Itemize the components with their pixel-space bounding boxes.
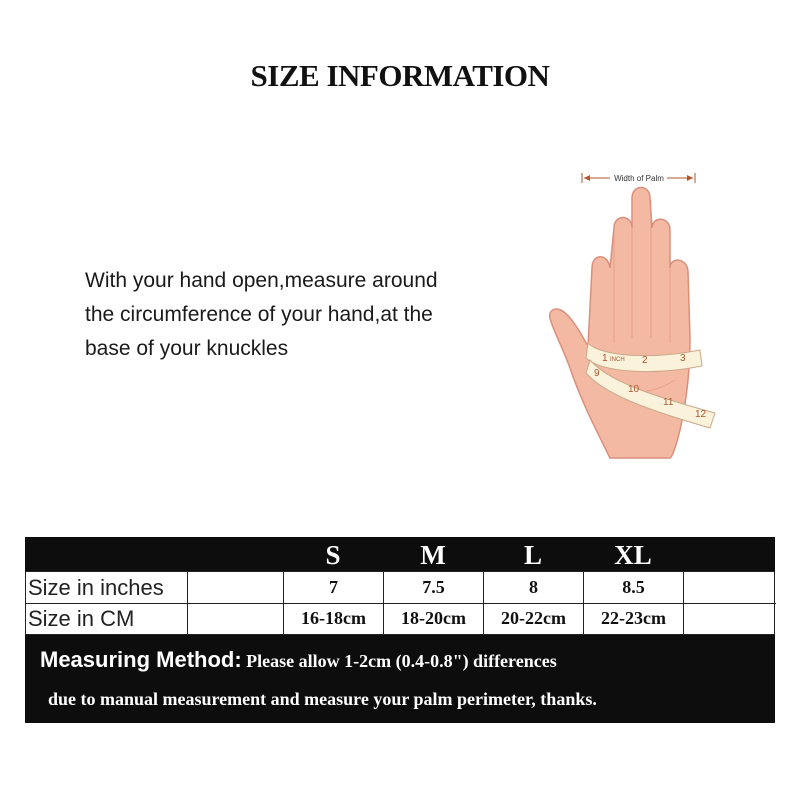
empty-cell xyxy=(188,572,284,603)
instruction-line: the circumference of your hand,at the xyxy=(85,303,433,326)
measuring-method-note xyxy=(25,635,775,723)
size-table-body xyxy=(25,571,775,635)
table-cell: 18-20cm xyxy=(384,603,484,634)
method-line-2: due to manual measurement and measure your palm perimeter, thanks. xyxy=(48,689,597,709)
tape-number: 3 xyxy=(680,353,686,364)
size-chart xyxy=(25,537,775,723)
row-label-inches: Size in inches xyxy=(26,572,188,603)
tape-number: 2 xyxy=(642,355,648,366)
method-label: Measuring Method: xyxy=(40,647,242,672)
table-cell: 20-22cm xyxy=(484,603,584,634)
row-label-cm: Size in CM xyxy=(26,603,188,634)
method-text: Please allow 1-2cm (0.4-0.8") differences xyxy=(246,651,557,671)
size-header-m: M xyxy=(420,540,446,570)
table-cell: 8.5 xyxy=(584,572,684,603)
size-header-row xyxy=(25,537,775,571)
hand-measurement-illustration xyxy=(540,168,730,468)
page-title: SIZE INFORMATION xyxy=(250,58,550,93)
hand-icon xyxy=(550,188,690,459)
table-cell: 7 xyxy=(284,572,384,603)
width-of-palm-label: Width of Palm xyxy=(614,174,664,183)
size-header-l: L xyxy=(523,540,542,570)
tape-unit-label: INCH xyxy=(610,357,625,363)
tape-number: 10 xyxy=(628,384,640,395)
table-cell: 7.5 xyxy=(384,572,484,603)
tape-number: 1 xyxy=(602,353,608,364)
size-header-s: S xyxy=(325,540,341,570)
empty-cell xyxy=(188,603,284,634)
tape-number: 11 xyxy=(663,397,674,408)
instruction-line: With your hand open,measure around xyxy=(85,269,438,292)
instruction-line: base of your knuckles xyxy=(85,337,289,360)
palm-width-arrow xyxy=(582,173,695,183)
table-row xyxy=(26,603,776,634)
tape-number: 12 xyxy=(695,409,707,420)
table-row xyxy=(26,572,776,604)
measure-instructions xyxy=(85,264,525,366)
size-header-xl: XL xyxy=(614,540,652,570)
table-cell: 16-18cm xyxy=(284,603,384,634)
table-cell: 8 xyxy=(484,572,584,603)
table-cell: 22-23cm xyxy=(584,603,684,634)
tape-number: 9 xyxy=(594,368,600,379)
method-line-1 xyxy=(40,647,557,673)
